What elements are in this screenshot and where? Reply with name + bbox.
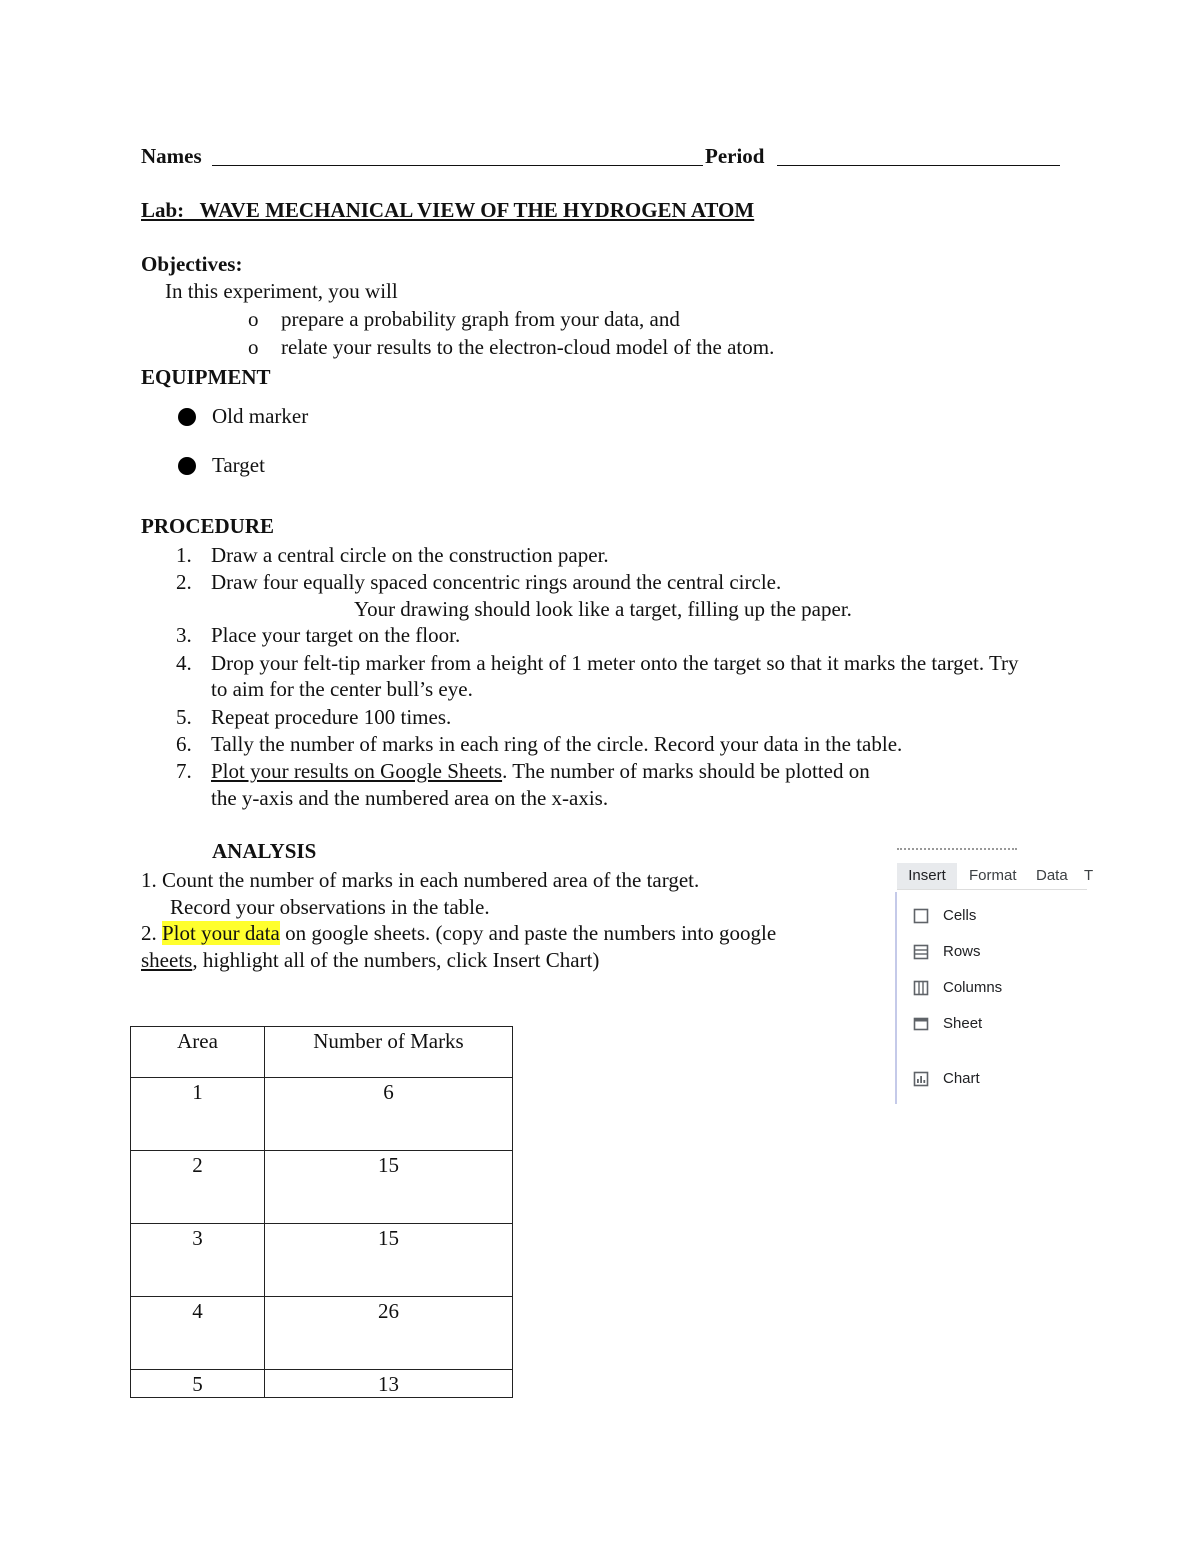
analysis-item-2-continuation	[141, 948, 599, 973]
names-blank[interactable]	[212, 165, 703, 166]
objective-item: prepare a probability graph from your data, and	[281, 307, 680, 331]
step-number: 1.	[176, 543, 192, 567]
column-header-area: Area	[131, 1027, 265, 1078]
menu-format[interactable]: Format	[969, 867, 1017, 884]
marks-table	[130, 1026, 513, 1398]
area-cell[interactable]: 1	[131, 1078, 265, 1151]
menu-item-label: Columns	[943, 979, 1003, 996]
table-row	[131, 1151, 513, 1224]
menu-item-label: Sheet	[943, 1015, 983, 1032]
step-note: Your drawing should look like a target, filling up the paper.	[354, 597, 852, 621]
step-number: 4.	[176, 651, 192, 675]
menu-item-label: Rows	[943, 943, 981, 960]
menu-left-edge	[895, 892, 897, 1104]
google-sheets-link[interactable]: Plot your results on Google Sheets	[211, 759, 503, 783]
bullet-dot-icon	[178, 457, 196, 475]
step-number: 3.	[176, 623, 192, 647]
step-7-line	[211, 759, 870, 784]
step-text: Draw four equally spaced concentric rings around the central circle.	[211, 570, 782, 594]
table-row	[131, 1297, 513, 1370]
plot-data-highlight: Plot your data	[162, 921, 280, 945]
chart-icon	[913, 1071, 929, 1087]
sheets-link[interactable]: sheets	[141, 948, 193, 972]
analysis-heading: ANALYSIS	[212, 839, 317, 863]
step-continuation: the y-axis and the numbered area on the x-axis.	[211, 786, 609, 810]
area-cell[interactable]: 5	[131, 1370, 265, 1398]
marks-cell[interactable]: 15	[265, 1151, 513, 1224]
step-text: . The number of marks should be plotted on	[502, 759, 870, 783]
step-text: Tally the number of marks in each ring of the circle. Record your data in the table.	[211, 732, 903, 756]
step-number: 2.	[176, 570, 192, 594]
equipment-item: Old marker	[212, 404, 309, 428]
lab-title: Lab: WAVE MECHANICAL VIEW OF THE HYDROGEN ATOM	[141, 198, 755, 222]
step-continuation: to aim for the center bull’s eye.	[211, 677, 473, 701]
step-text: Repeat procedure 100 times.	[211, 705, 452, 729]
period-label: Period	[705, 144, 765, 168]
procedure-heading: PROCEDURE	[141, 514, 275, 538]
period-blank[interactable]	[777, 165, 1060, 166]
step-number: 6.	[176, 732, 192, 756]
cells-icon	[913, 908, 929, 924]
bullet-dot-icon	[178, 408, 196, 426]
step-text: Drop your felt-tip marker from a height of 1 meter onto the target so that it marks the target. Try	[211, 651, 1019, 675]
marks-cell[interactable]: 6	[265, 1078, 513, 1151]
analysis-item-2-tail: , highlight all of the numbers, click Insert Chart)	[192, 948, 600, 972]
rows-icon	[913, 944, 929, 960]
equipment-heading: EQUIPMENT	[141, 365, 271, 389]
analysis-item-1-continuation: Record your observations in the table.	[170, 895, 490, 919]
objectives-intro: In this experiment, you will	[165, 279, 398, 303]
objective-bullet: o	[248, 307, 259, 331]
analysis-item-2-number: 2.	[141, 921, 157, 945]
analysis-item-2-text: on google sheets. (copy and paste the numbers into google	[279, 921, 777, 945]
names-label: Names	[141, 144, 202, 168]
table-row	[131, 1078, 513, 1151]
menu-data[interactable]: Data	[1036, 867, 1068, 884]
area-cell[interactable]: 4	[131, 1297, 265, 1370]
equipment-item: Target	[212, 453, 265, 477]
menubar	[897, 863, 1094, 890]
analysis-item-2	[141, 921, 776, 946]
step-number: 7.	[176, 759, 192, 783]
marks-cell[interactable]: 15	[265, 1224, 513, 1297]
marks-cell[interactable]: 26	[265, 1297, 513, 1370]
menu-insert[interactable]: Insert	[897, 863, 957, 889]
cropped-edge	[897, 848, 1017, 855]
sheets-insert-menu	[893, 848, 1094, 1104]
table-row	[131, 1370, 513, 1398]
step-number: 5.	[176, 705, 192, 729]
objectives-heading: Objectives:	[141, 252, 243, 276]
column-header-marks: Number of Marks	[265, 1027, 513, 1078]
analysis-item-1: 1. Count the number of marks in each numbered area of the target.	[141, 868, 700, 892]
objective-bullet: o	[248, 335, 259, 359]
marks-cell[interactable]: 13	[265, 1370, 513, 1398]
table-row	[131, 1224, 513, 1297]
area-cell[interactable]: 3	[131, 1224, 265, 1297]
sheet-icon	[913, 1016, 929, 1032]
menu-truncated[interactable]: T	[1084, 867, 1094, 884]
table-header-row	[131, 1027, 513, 1078]
menu-item-label: Chart	[943, 1070, 980, 1087]
objective-item: relate your results to the electron-cloud model of the atom.	[281, 335, 775, 359]
step-text: Draw a central circle on the construction paper.	[211, 543, 609, 567]
step-text: Place your target on the floor.	[211, 623, 461, 647]
columns-icon	[913, 980, 929, 996]
menu-item-label: Cells	[943, 907, 977, 924]
area-cell[interactable]: 2	[131, 1151, 265, 1224]
